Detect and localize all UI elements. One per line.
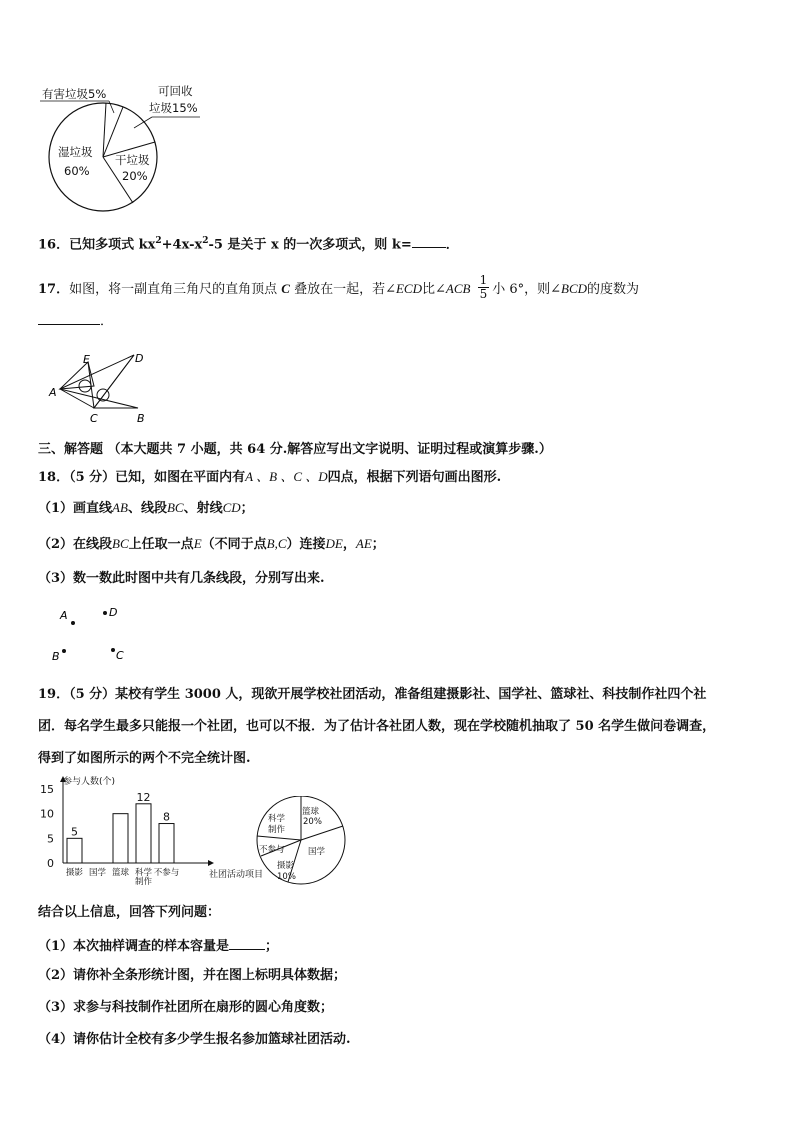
pie2-label-tech-1: 科学 bbox=[268, 814, 286, 824]
club-bar-chart bbox=[30, 774, 280, 892]
question-19-line-1: 19．（5 分）某校有学生 3000 人，现欲开展学校社团活动，准备组建摄影社、国学社、篮球社、科技制作社四个社 bbox=[38, 687, 707, 702]
question-19-part-1: （1）本次抽样调查的样本容量是 ； bbox=[38, 939, 279, 954]
point-d bbox=[103, 611, 107, 615]
pie2-label-guoxue: 国学 bbox=[308, 847, 326, 857]
point-c bbox=[111, 648, 115, 652]
pie-label-recyclable-2: 垃圾15% bbox=[149, 101, 198, 115]
question-19-intro: 结合以上信息，回答下列问题： bbox=[38, 905, 221, 920]
y-tick-label: 5 bbox=[47, 832, 54, 846]
question-16: 16．已知多项式 $kx^2+4x-x^2-5$ 是关于 x 的一次多项式，则 k= ． bbox=[38, 236, 459, 253]
x-axis-arrow bbox=[208, 860, 214, 866]
point-a bbox=[71, 621, 75, 625]
pie-label-wet-2: 60% bbox=[64, 164, 90, 178]
bar-chart-ticks bbox=[40, 783, 54, 870]
bar bbox=[159, 824, 174, 863]
triangle-rulers-figure bbox=[46, 346, 156, 426]
garbage-pie-chart bbox=[36, 80, 206, 215]
bar-data-label: 5 bbox=[71, 825, 78, 839]
bar-chart-xlabel: 社团活动项目 bbox=[209, 870, 264, 880]
pie-slice-border bbox=[103, 107, 123, 157]
bar bbox=[67, 838, 82, 863]
pie2-label-photo-1: 摄影 bbox=[277, 861, 295, 871]
pie2-label-none: 不参与 bbox=[259, 845, 285, 855]
bar-chart-ylabel: 参与人数(个) bbox=[63, 777, 116, 787]
segment-ac bbox=[60, 389, 94, 408]
x-tick-label: 不参与 bbox=[153, 868, 180, 878]
x-tick-label: 摄影 bbox=[65, 868, 84, 878]
point-label-e: E bbox=[83, 353, 90, 366]
x-tick-label: 国学 bbox=[88, 868, 107, 878]
answer-blank[interactable] bbox=[38, 312, 100, 325]
question-18-part-1: （1）画直线AB、线段BC、射线CD； bbox=[38, 500, 254, 516]
pie-label-wet-1: 湿垃圾 bbox=[58, 145, 93, 159]
pie-label-dry-2: 20% bbox=[122, 169, 148, 183]
point-label-d: D bbox=[135, 352, 144, 365]
section-3-header: 三、解答题 （本大题共 7 小题，共 64 分.解答应写出文字说明、证明过程或演算步骤.） bbox=[38, 442, 552, 457]
point-label-a: A bbox=[60, 609, 68, 622]
answer-blank[interactable] bbox=[229, 937, 265, 950]
bar-data-label: 8 bbox=[163, 810, 170, 824]
point-label-d: D bbox=[109, 606, 118, 619]
fraction-one-fifth: $\frac{1}{5}$ bbox=[479, 273, 488, 301]
point-label-c: C bbox=[90, 412, 98, 425]
bar-chart-bars bbox=[67, 791, 174, 863]
pie2-label-basketball-1: 篮球 bbox=[302, 807, 320, 817]
pie2-label-basketball-2: 20% bbox=[303, 817, 322, 827]
bar-chart-axes bbox=[60, 776, 214, 866]
leader-line bbox=[134, 117, 152, 128]
bar-chart-categories bbox=[66, 867, 179, 887]
pie-label-hazardous: 有害垃圾5% bbox=[42, 87, 107, 101]
pie-slice-border bbox=[301, 826, 343, 840]
bar bbox=[136, 804, 151, 863]
x-tick-label: 科学制作 bbox=[134, 868, 153, 887]
point-label-a: A bbox=[49, 386, 57, 399]
answer-blank[interactable] bbox=[412, 235, 446, 248]
pie-slice-border bbox=[103, 103, 106, 157]
pie2-label-photo-2: 10% bbox=[277, 872, 296, 882]
pie2-label-tech-2: 制作 bbox=[268, 825, 286, 835]
question-19-part-4: （4）请你估计全校有多少学生报名参加篮球社团活动. bbox=[38, 1032, 351, 1047]
question-18-part-2: （2）在线段BC上任取一点E（不同于点B,C）连接DE，AE； bbox=[38, 536, 385, 552]
bar-data-label: 12 bbox=[136, 790, 151, 804]
question-18: 18．（5 分）已知，如图在平面内有A 、B 、C 、D四点，根据下列语句画出图形. bbox=[38, 469, 502, 485]
point-b bbox=[62, 649, 66, 653]
question-17: 17．如图，将一副直角三角尺的直角顶点 C 叠放在一起，若∠ECD比∠ACB $\frac{1}{5}$ 小 6°，则∠BCD的度数为 bbox=[38, 273, 640, 301]
question-19-line-3: 得到了如图所示的两个不完全统计图. bbox=[38, 751, 251, 766]
club-pie-chart bbox=[250, 796, 355, 891]
pie-label-recyclable-1: 可回收 bbox=[158, 84, 193, 98]
x-tick-label: 篮球 bbox=[111, 868, 130, 878]
question-19-part-2: （2）请你补全条形统计图，并在图上标明具体数据； bbox=[38, 968, 347, 983]
four-points-figure bbox=[46, 600, 136, 670]
y-tick-label: 10 bbox=[40, 807, 54, 821]
question-17-answer-line: ． bbox=[38, 312, 113, 330]
leader-line bbox=[109, 101, 114, 113]
pie-slice-border bbox=[257, 836, 301, 840]
question-19-part-3: （3）求参与科技制作社团所在扇形的圆心角度数； bbox=[38, 1000, 334, 1015]
point-label-b: B bbox=[137, 412, 145, 425]
pie-label-dry-1: 干垃圾 bbox=[115, 153, 150, 167]
point-label-c: C bbox=[116, 649, 124, 662]
question-19-line-2: 团．每名学生最多只能报一个社团，也可以不报．为了估计各社团人数，现在学校随机抽取了 50 名学生做问卷调查， bbox=[38, 719, 716, 734]
y-tick-label: 15 bbox=[40, 783, 54, 796]
point-label-b: B bbox=[52, 650, 60, 663]
y-tick-label: 0 bbox=[47, 857, 54, 870]
question-18-part-3: （3）数一数此时图中共有几条线段，分别写出来. bbox=[38, 571, 325, 586]
bar bbox=[113, 814, 128, 863]
